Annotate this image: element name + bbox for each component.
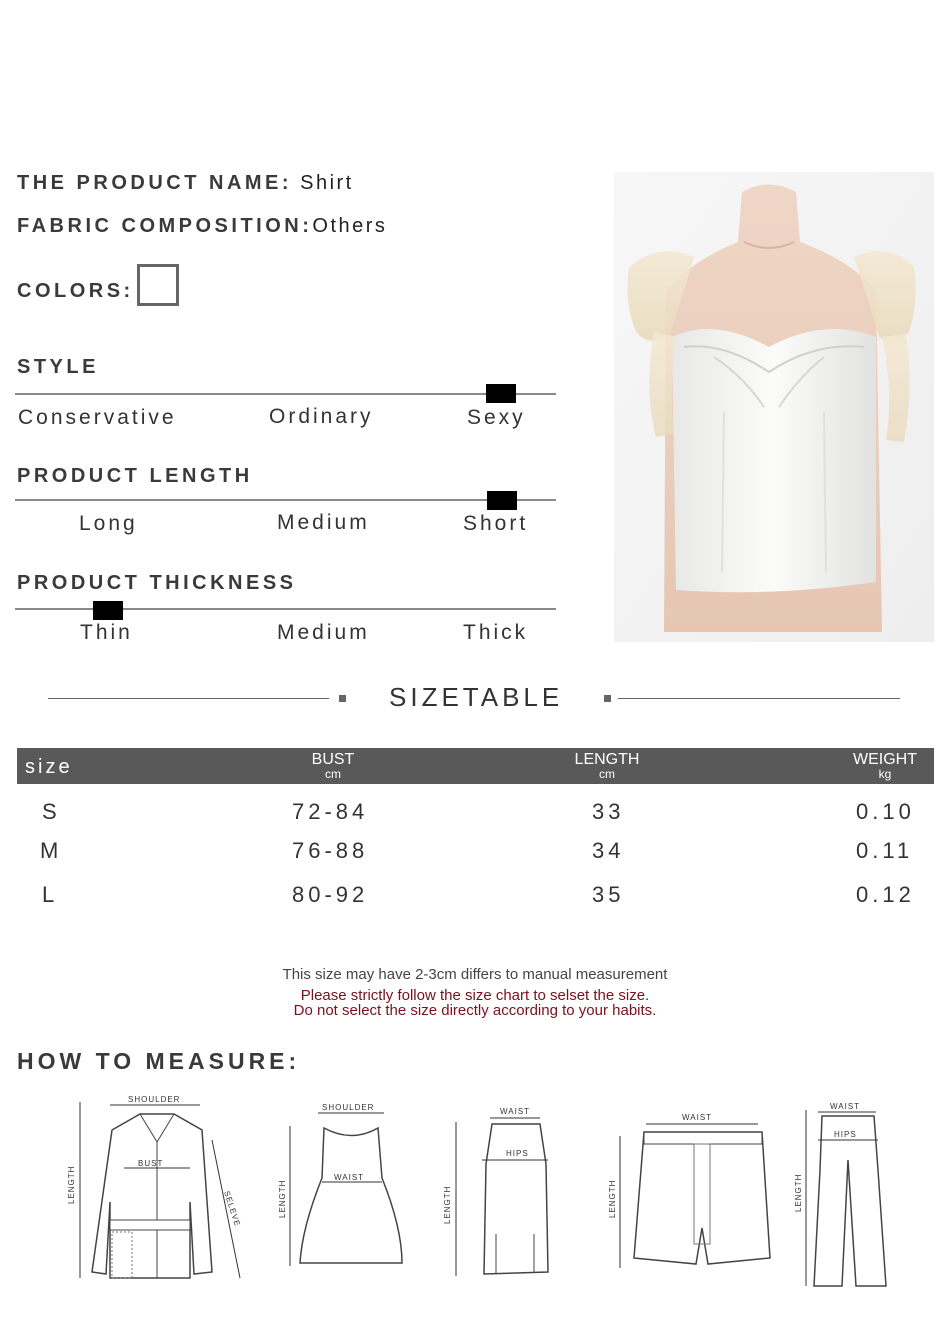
style-option-sexy: Sexy	[467, 406, 526, 429]
row-s-length: 33	[592, 799, 625, 824]
sizetable-dot-right	[604, 695, 611, 702]
product-name-value: Shirt	[292, 172, 354, 194]
header-bust-unit: cm	[325, 767, 341, 781]
length-option-medium: Medium	[277, 511, 370, 534]
row-l-weight: 0.12	[856, 882, 915, 907]
shorts-length-label: LENGTH	[608, 1179, 617, 1218]
header-size: size	[25, 756, 73, 778]
jacket-sleeve-label: SELEVE	[222, 1189, 243, 1228]
length-scale-marker	[487, 491, 517, 510]
note-do-not-select: Do not select the size directly according to your habits.	[293, 1002, 657, 1019]
jacket-bust-label: BUST	[138, 1159, 164, 1168]
fabric-value: Others	[312, 215, 388, 237]
row-l-length: 35	[592, 882, 625, 907]
colors-label: COLORS:	[17, 280, 134, 302]
sizetable-rule-right	[618, 698, 900, 699]
row-m-weight: 0.11	[856, 838, 914, 863]
style-scale-marker	[486, 384, 516, 403]
pants-hips-label: HIPS	[834, 1130, 857, 1139]
fabric-label: FABRIC COMPOSITION:	[17, 215, 313, 237]
row-s-weight: 0.10	[856, 799, 915, 824]
header-length-label: LENGTH	[574, 751, 640, 768]
note-measurement: This size may have 2-3cm differs to manual measurement	[282, 966, 668, 983]
size-table-header	[17, 748, 934, 784]
sizetable-title: SIZETABLE	[389, 682, 564, 712]
pants-waist-label: WAIST	[830, 1102, 861, 1111]
product-photo	[614, 172, 934, 642]
shorts-diagram	[602, 1108, 782, 1278]
color-swatch-white[interactable]	[137, 264, 179, 306]
thickness-scale-marker	[93, 601, 123, 620]
length-option-long: Long	[79, 512, 138, 535]
thickness-option-thin: Thin	[80, 621, 133, 644]
row-s-size: S	[42, 799, 61, 824]
style-option-ordinary: Ordinary	[269, 405, 374, 428]
row-l-bust: 80-92	[292, 882, 369, 907]
header-weight	[837, 748, 933, 780]
row-m-length: 34	[592, 838, 625, 863]
skirt-diagram	[436, 1104, 556, 1284]
how-to-measure-title: HOW TO MEASURE:	[17, 1048, 301, 1074]
skirt-waist-label: WAIST	[500, 1107, 531, 1116]
thickness-option-medium: Medium	[277, 621, 370, 644]
header-bust	[293, 748, 373, 780]
jacket-length-label: LENGTH	[67, 1165, 76, 1204]
header-length-unit: cm	[599, 767, 615, 781]
row-m-size: M	[40, 838, 63, 863]
thickness-title: PRODUCT THICKNESS	[17, 572, 297, 594]
fabric-row	[17, 215, 387, 238]
header-length	[557, 748, 657, 780]
style-scale-line	[15, 393, 556, 395]
skirt-length-label: LENGTH	[443, 1185, 452, 1224]
header-weight-unit: kg	[878, 767, 892, 781]
product-name-label: THE PRODUCT NAME:	[17, 172, 293, 194]
pants-length-label: LENGTH	[794, 1173, 803, 1212]
dress-waist-label: WAIST	[334, 1173, 365, 1182]
dress-shoulder-label: SHOULDER	[322, 1103, 375, 1112]
thickness-option-thick: Thick	[463, 621, 529, 644]
colors-row	[17, 280, 134, 303]
skirt-hips-label: HIPS	[506, 1149, 529, 1158]
jacket-diagram	[62, 1092, 252, 1292]
length-title: PRODUCT LENGTH	[17, 465, 253, 487]
row-l-size: L	[42, 882, 59, 907]
sizetable-rule-left	[48, 698, 329, 699]
note-follow-chart: Please strictly follow the size chart to selset the size.	[300, 987, 650, 1004]
jacket-shoulder-label: SHOULDER	[128, 1095, 181, 1104]
row-m-bust: 76-88	[292, 838, 369, 863]
dress-length-label: LENGTH	[278, 1179, 287, 1218]
length-option-short: Short	[463, 512, 529, 535]
length-scale-line	[15, 499, 556, 501]
shorts-waist-label: WAIST	[682, 1113, 713, 1122]
sizetable-dot-left	[339, 695, 346, 702]
header-bust-label: BUST	[311, 751, 355, 768]
product-name-row	[17, 172, 354, 195]
row-s-bust: 72-84	[292, 799, 369, 824]
header-weight-label: WEIGHT	[853, 751, 917, 768]
pants-diagram	[790, 1100, 890, 1290]
style-option-conservative: Conservative	[18, 406, 177, 429]
dress-diagram	[272, 1098, 412, 1278]
style-title: STYLE	[17, 356, 99, 378]
